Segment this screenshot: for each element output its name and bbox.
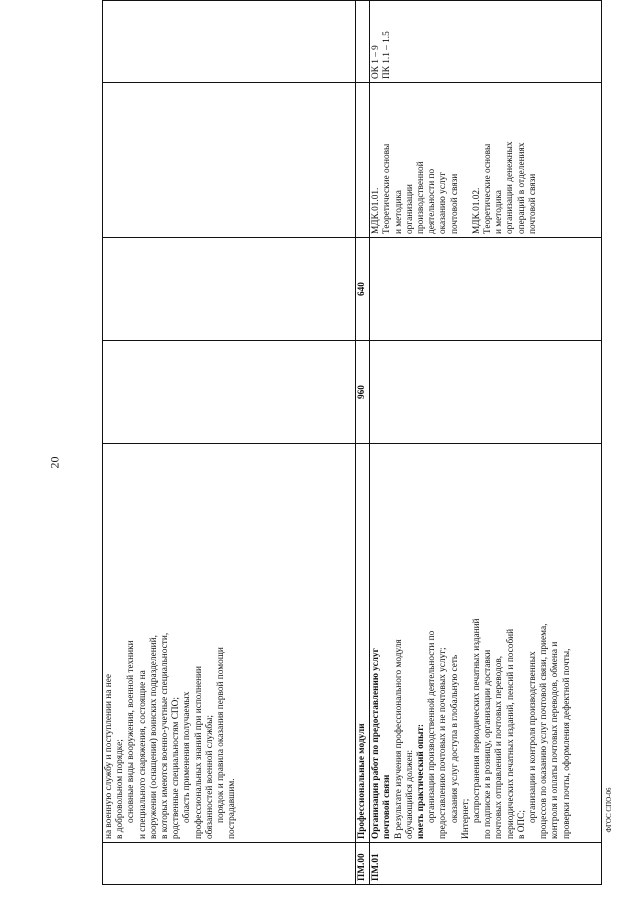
cell-hours-max-pm00: 960 [356, 341, 370, 444]
mdk-line: производственной [416, 161, 427, 234]
desc-line: контроля и оплаты почтовых переводов, обмена и [550, 641, 561, 839]
desc-line: область применения получаемых [182, 691, 193, 823]
cell-code-pm00: ПМ.00 [356, 843, 370, 885]
cell-mdk-empty [103, 83, 356, 238]
desc-line: в добровольном порядке; [115, 739, 126, 839]
curriculum-table [102, 0, 602, 885]
mdk-line: МДК.01.01. [371, 187, 382, 234]
desc-line: родственные специальностям СПО; [171, 697, 182, 839]
table-row-continuation [103, 1, 356, 885]
desc-line: порядок и правила оказания первой помощи [216, 647, 227, 823]
desc-line: обучающийся должен: [404, 749, 415, 839]
mdk-line: деятельности по [427, 168, 438, 234]
mdk-line: операций в отделениях [516, 142, 527, 234]
cell-title-pm00: Профессиональные модули [356, 444, 370, 843]
desc-line: вооружении (оснащении) воинских подразделений, [148, 635, 159, 839]
cell-competency-pm00 [356, 1, 370, 83]
mdk-line: организации денежных [505, 141, 516, 234]
desc-line: пострадавшим. [227, 778, 238, 839]
desc-line: в которых имеются военно-учетные специальности, [160, 632, 171, 839]
module-title-line: почтовой связи [382, 774, 393, 839]
desc-line: оказания услуг доступа в глобальную сеть [449, 654, 460, 823]
desc-line: предоставлению почтовых и не почтовых услуг; [438, 647, 449, 839]
cell-mdk-pm01 [370, 83, 602, 238]
mdk-line: Теоретические основы [483, 143, 494, 234]
cell-mdk-pm00 [356, 83, 370, 238]
mdk-line: почтовой связи [527, 173, 538, 234]
desc-line: и специального снаряжения, состоящие на [137, 670, 148, 839]
desc-line: на военную службу и поступлении на нее [104, 674, 114, 839]
cell-description-pm01 [370, 444, 602, 843]
cell-code-pm01: ПМ.01 [370, 843, 602, 885]
cell-code-empty [103, 843, 356, 885]
mdk-line: организации [404, 184, 415, 234]
competency-line: ПК 1.1 – 1.5 [382, 31, 393, 79]
table-row-pm00 [356, 1, 370, 885]
cell-hours-max-empty [103, 341, 356, 444]
table-row-pm01 [370, 1, 602, 885]
cell-hours-req-pm00: 640 [356, 238, 370, 341]
footer-note: ФГОС СПО-06 [605, 787, 613, 833]
desc-line: основные виды вооружения, военной техники [126, 640, 137, 823]
mdk-spacer [461, 86, 472, 234]
cell-hours-max-pm01 [370, 341, 602, 444]
desc-line: иметь практический опыт: [416, 723, 427, 839]
mdk-line: и методика [393, 190, 404, 234]
cell-hours-req-pm01 [370, 238, 602, 341]
cell-competency-pm01 [370, 1, 602, 83]
page-number: 20 [47, 456, 62, 469]
rotated-table-container [102, 31, 602, 885]
mdk-line: Теоретические основы [382, 143, 393, 234]
cell-hours-req-empty [103, 238, 356, 341]
desc-line: Интернет; [460, 798, 471, 839]
desc-line: организации и контроля производственных [528, 651, 539, 823]
competency-line: ОК 1 – 9 [371, 45, 382, 79]
desc-line: обязанностей военной службы; [204, 715, 215, 839]
mdk-line: и методика [494, 190, 505, 234]
desc-line: распространения периодических печатных изданий [472, 618, 483, 823]
module-title-line: Организация работ по предоставлению услуг [371, 648, 382, 839]
desc-line: В результате изучения профессионального модуля [393, 639, 404, 839]
desc-line: организации производственной деятельности по [427, 630, 438, 823]
desc-line: периодических печатных изданий, пенсий и пособий [505, 628, 516, 839]
desc-line: в ОПС; [516, 810, 527, 839]
desc-line: проверки почты, оформления дефектной почты, [561, 648, 572, 839]
desc-line: профессиональных знаний при исполнении [193, 665, 204, 839]
mdk-line: МДК.01.02. [471, 187, 482, 234]
desc-line: по подписке и в розницу, организации доставки [483, 649, 494, 839]
mdk-line: оказанию услуг [438, 171, 449, 234]
cell-competency-empty [103, 1, 356, 83]
mdk-line: почтовой связи [449, 173, 460, 234]
desc-line: почтовых отправлений и почтовых переводов, [494, 655, 505, 839]
desc-line: процессов по оказанию услуг почтовой связи, приема, [539, 623, 550, 839]
cell-description-continuation [103, 444, 356, 843]
